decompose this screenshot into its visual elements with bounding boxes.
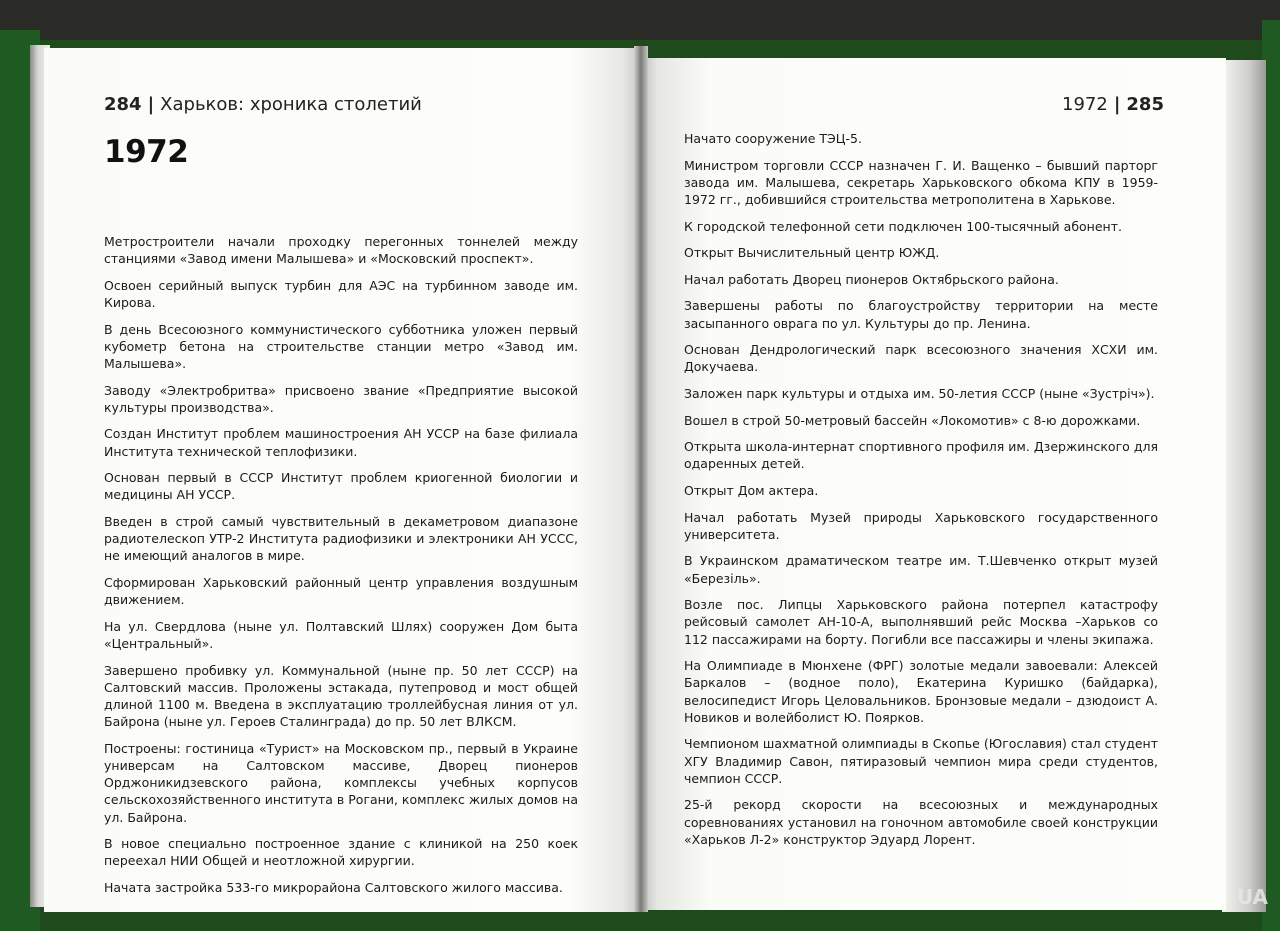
right-page-number: 285 [1126, 94, 1164, 115]
paragraph: Начато сооружение ТЭЦ-5. [684, 131, 862, 146]
watermark: UA [1236, 885, 1268, 909]
paragraph: В Украинском драматическом театре им. Т.Шевченко открыт музей «Березіль». [684, 553, 1158, 586]
paragraph: Начал работать Дворец пионеров Октябрьского района. [684, 271, 1059, 287]
paragraph: Основан первый в СССР Институт проблем криогенной биологии и медицины АН УССР. [104, 470, 578, 503]
book-title: Харьков: хроника столетий [160, 94, 422, 115]
paragraph: К городской телефонной сети подключен 100-тысячный абонент. [684, 218, 1122, 234]
paragraph: Вошел в строй 50-метровый бассейн «Локомотив» с 8-ю дорожками. [684, 412, 1141, 428]
paragraph: Открыт Дом актера. [684, 482, 819, 498]
right-header-year: 1972 [1062, 94, 1108, 115]
right-text-column [684, 130, 1158, 857]
paragraph: Чемпионом шахматной олимпиады в Скопье (Югославия) стал студент ХГУ Владимир Савон, пятиразовый чемпион мира среди студентов, чемпион СССР. [684, 736, 1158, 786]
right-running-head [1062, 94, 1164, 115]
paragraph: Построены: гостиница «Турист» на Московском пр., первый в Украине универсам на Салтовском массиве, Дворец пионеров Орджоникидзевского района, комплексы учебных корпусов сельскохозяйственного института в Рогани, комплекс жилых домов на ул. Байрона. [104, 740, 578, 825]
paragraph: Сформирован Харьковский районный центр управления воздушным движением. [104, 574, 578, 608]
page-stack-right [1222, 60, 1266, 912]
left-text-column [104, 233, 578, 906]
paragraph: Основан Дендрологический парк всесоюзного значения ХСХИ им. Докучаева. [684, 342, 1158, 375]
paragraph: Введен в строй самый чувствительный в декаметровом диапазоне радиотелескоп УТР-2 Института радиофизики и электроники АН УССС, не имеющий аналогов в мире. [104, 513, 578, 564]
paragraph: Министром торговли СССР назначен Г. И. Ващенко – бывший парторг завода им. Малышева, секретарь Харьковского обкома КПУ в 1959-1972 гг., добившийся строительства метрополитена в Харькове. [684, 157, 1158, 207]
paragraph: Метростроители начали проходку перегонных тоннелей между станциями «Завод имени Малышева» и «Московский проспект». [104, 234, 578, 267]
paragraph: Завершено пробивку ул. Коммунальной (ныне пр. 50 лет СССР) на Салтовский массив. Проложены эстакада, путепровод и мост общей длиной 1100 м. Введена в эксплуатацию троллейбусная линия от ул. Байрона (ныне ул. Героев Сталинграда) до пр. 50 лет ВЛКСМ. [104, 662, 578, 730]
paragraph: 25-й рекорд скорости на всесоюзных и международных соревнованиях установил на гоночном автомобиле своей конструкции «Харьков Л-2» конструктор Эдуард Лорент. [684, 797, 1158, 847]
paragraph: Заложен парк культуры и отдыха им. 50-летия СССР (ныне «Зустріч»). [684, 385, 1155, 401]
paragraph: Начал работать Музей природы Харьковского государственного университета. [684, 509, 1158, 542]
left-page-number: 284 [104, 94, 142, 115]
book-gutter [634, 46, 648, 912]
year-heading: 1972 [104, 134, 189, 170]
left-running-head [104, 94, 422, 115]
paragraph: Заводу «Электробритва» присвоено звание «Предприятие высокой культуры производства». [104, 382, 578, 415]
paragraph: В новое специально построенное здание с клиникой на 250 коек переехал НИИ Общей и неотложной хирургии. [104, 836, 578, 869]
background-top [0, 0, 1280, 40]
paragraph: Начата застройка 533-го микрорайона Салтовского жилого массива. [104, 879, 563, 895]
paragraph: Открыт Вычислительный центр ЮЖД. [684, 245, 940, 261]
paragraph: Возле пос. Липцы Харьковского района потерпел катастрофу рейсовый самолет АН-10-А, выполнявший рейс Москва –Харьков со 112 пассажирами на борту. Погибли все пассажиры и члены экипажа. [684, 597, 1158, 647]
left-header-separator: | [147, 94, 155, 115]
paragraph: Освоен серийный выпуск турбин для АЭС на турбинном заводе им. Кирова. [104, 277, 578, 310]
paragraph: Создан Институт проблем машиностроения АН УССР на базе филиала Института технической теплофизики. [104, 426, 578, 459]
right-header-separator: | [1113, 94, 1121, 115]
paragraph: Завершены работы по благоустройству территории на месте засыпанного оврага по ул. Культуры до пр. Ленина. [684, 298, 1158, 331]
paragraph: На Олимпиаде в Мюнхене (ФРГ) золотые медали завоевали: Алексей Баркалов – (водное поло), Екатерина Куришко (байдарка), велосипедист Игорь Целовальников. Бронзовые медали – дзюдоист А. Новиков и волейболист Ю. Поярков. [684, 658, 1158, 725]
paragraph: Открыта школа-интернат спортивного профиля им. Дзержинского для одаренных детей. [684, 439, 1158, 472]
paragraph: На ул. Свердлова (ныне ул. Полтавский Шлях) сооружен Дом быта «Центральный». [104, 618, 578, 651]
paragraph: В день Всесоюзного коммунистического субботника уложен первый кубометр бетона на строительстве станции метро «Завод им. Малышева». [104, 321, 578, 371]
